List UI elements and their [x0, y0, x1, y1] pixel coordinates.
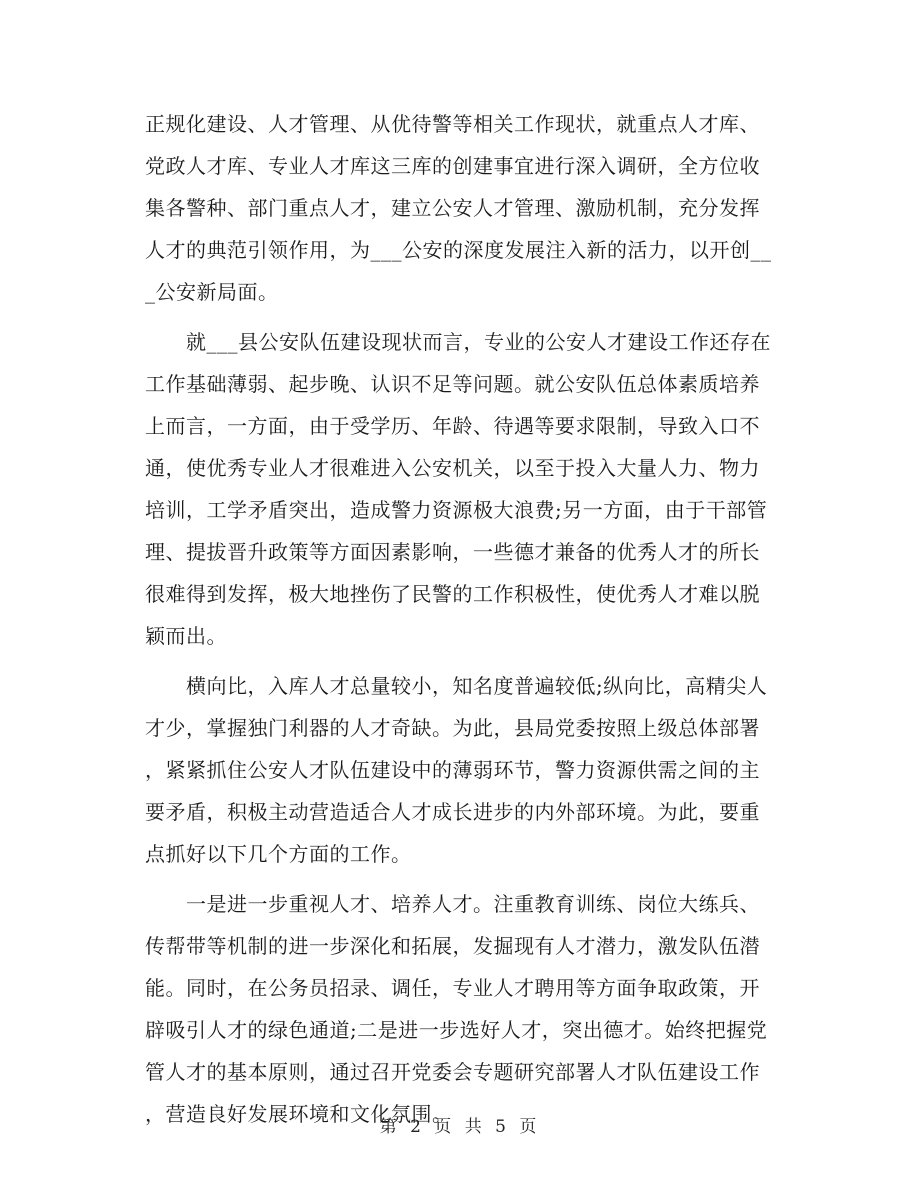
paragraph-4: [145, 883, 785, 1135]
text-line: 工作基础薄弱、起步晚、认识不足等问题。就公安队伍总体素质培养: [145, 372, 760, 396]
text-line: 要矛盾，积极主动营造适合人才成长进步的内外部环境。为此，要重: [145, 800, 760, 824]
page-number-footer: 第 2 页 共 5 页: [379, 1117, 541, 1137]
text-line: 辟吸引人才的绿色通道;二是进一步选好人才，突出德才。始终把握党: [145, 1018, 768, 1042]
text-line: _公安新局面。: [145, 280, 279, 304]
paragraph-1: [145, 103, 785, 313]
text-line: 就___县公安队伍建设现状而言，专业的公安人才建设工作还存在: [145, 330, 771, 354]
text-line: 管人才的基本原则，通过召开党委会专题研究部署人才队伍建设工作: [145, 1060, 760, 1084]
text-line: 能。同时，在公务员招录、调任，专业人才聘用等方面争取政策，开: [145, 976, 760, 1000]
text-line: 很难得到发挥，极大地挫伤了民警的工作积极性，使优秀人才难以脱: [145, 582, 760, 606]
text-line: 通，使优秀专业人才很难进入公安机关，以至于投入大量人力、物力: [145, 456, 760, 480]
text-line: 颖而出。: [145, 624, 227, 648]
paragraph-3: [145, 665, 785, 875]
text-line: 理、提拔晋升政策等方面因素影响，一些德才兼备的优秀人才的所长: [145, 540, 760, 564]
text-line: 集各警种、部门重点人才，建立公安人才管理、激励机制，充分发挥: [145, 196, 760, 220]
text-line: 横向比，入库人才总量较小，知名度普遍较低;纵向比，高精尖人: [145, 674, 768, 698]
text-line: 传帮带等机制的进一步深化和拓展，发掘现有人才潜力，激发队伍潜: [145, 934, 760, 958]
text-line: ，紧紧抓住公安人才队伍建设中的薄弱环节，警力资源供需之间的主: [145, 758, 760, 782]
text-line: 正规化建设、人才管理、从优待警等相关工作现状，就重点人才库、: [145, 112, 760, 136]
text-line: 培训，工学矛盾突出，造成警力资源极大浪费;另一方面，由于干部管: [145, 498, 768, 522]
text-line: 一是进一步重视人才、培养人才。注重教育训练、岗位大练兵、: [145, 892, 760, 916]
document-body: [145, 103, 785, 1143]
text-line: 党政人才库、专业人才库这三库的创建事宜进行深入调研，全方位收: [145, 154, 760, 178]
paragraph-2: [145, 321, 785, 657]
text-line: 人才的典范引领作用，为___公安的深度发展注入新的活力，以开创__: [145, 238, 772, 262]
text-line: 点抓好以下几个方面的工作。: [145, 842, 412, 866]
text-line: 上而言，一方面，由于受学历、年龄、待遇等要求限制，导致入口不: [145, 414, 760, 438]
text-line: ，营造良好发展环境和文化氛围。: [145, 1102, 453, 1126]
text-line: 才少，掌握独门利器的人才奇缺。为此，县局党委按照上级总体部署: [145, 716, 760, 740]
